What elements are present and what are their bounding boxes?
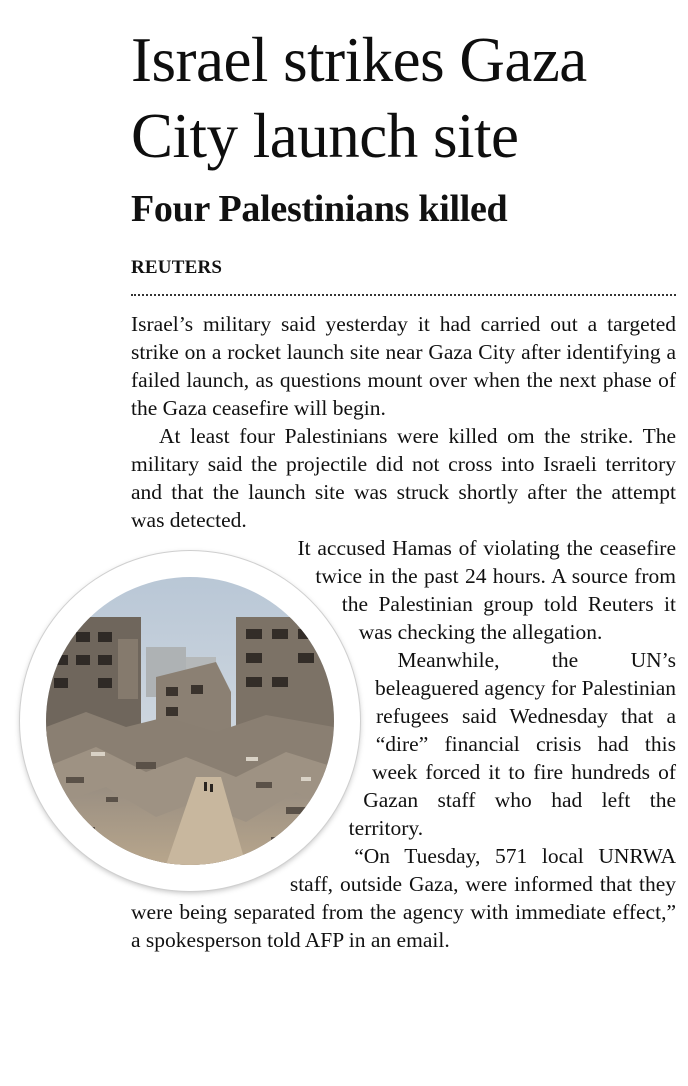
article-body [131, 310, 676, 954]
photo-wrap-spacer [131, 549, 376, 893]
subheadline: Four Palestinians killed [131, 188, 508, 230]
byline: REUTERS [131, 257, 223, 278]
headline: Israel strikes Gaza City launch site [131, 25, 587, 171]
paragraph-1: Israel’s military said yesterday it had carried out a targeted strike on a rocket launch site near Gaza City after identifying a failed launch, as questions mount over when the next phase of the Gaza ceasefire will begin. [131, 312, 676, 420]
paragraph-2: At least four Palestinians were killed om the strike. The military said the projectile did not cross into Israeli territory and that the launch site was struck shortly after the attempt was detected. [131, 424, 676, 532]
paragraph-4: Meanwhile, the UN’s beleaguered agency for Palestinian refugees said Wednesday that a “dire” financial crisis had this week forced it to fire hundreds of Gazan staff who had left the territory. [348, 648, 676, 840]
paragraph-5: “On Tuesday, 571 local UNRWA staff, outside Gaza, were informed that they were being separated from the agency with immediate effect,” a spokesperson told AFP in an email. [131, 844, 676, 952]
dotted-divider [131, 294, 676, 296]
paragraph-3: It accused Hamas of violating the ceasefire twice in the past 24 hours. A source from the Palestinian group told Reuters it was checking the allegation. [297, 536, 676, 644]
